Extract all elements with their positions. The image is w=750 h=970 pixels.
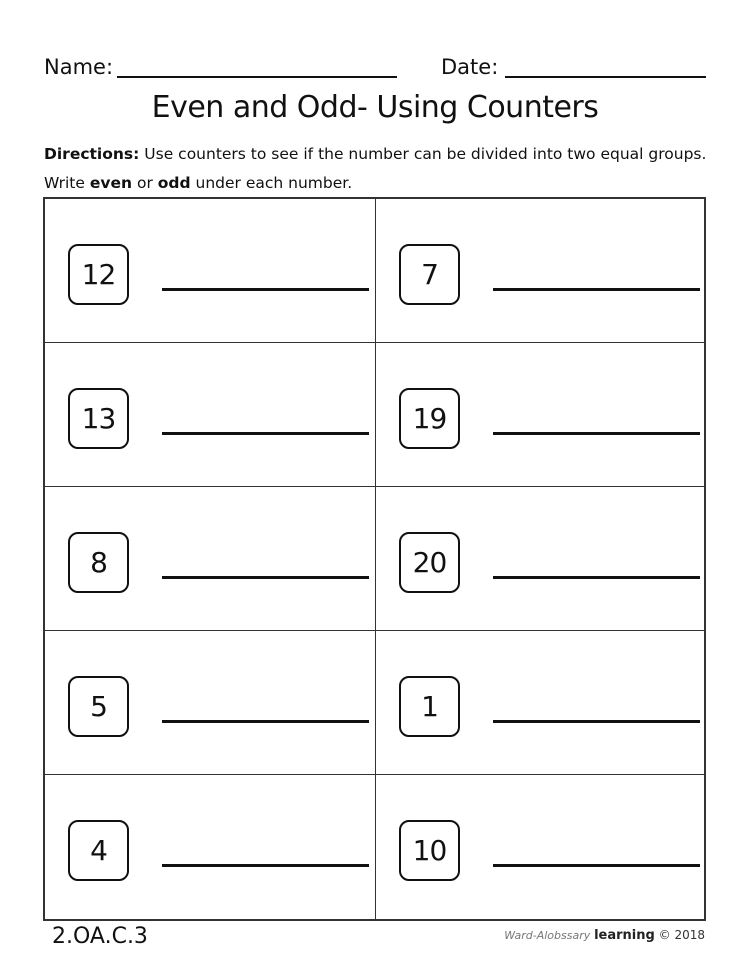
number-box: 13 bbox=[68, 388, 129, 449]
number-box: 19 bbox=[399, 388, 460, 449]
answer-line[interactable] bbox=[162, 864, 369, 867]
problem-grid bbox=[43, 197, 706, 921]
answer-line[interactable] bbox=[493, 288, 700, 291]
problem-cell bbox=[376, 487, 704, 631]
answer-line[interactable] bbox=[162, 720, 369, 723]
number-box: 8 bbox=[68, 532, 129, 593]
credit-script: Ward-Alobssary bbox=[504, 929, 591, 942]
answer-line[interactable] bbox=[493, 720, 700, 723]
number-box: 1 bbox=[399, 676, 460, 737]
date-label: Date: bbox=[441, 55, 499, 79]
answer-line[interactable] bbox=[162, 576, 369, 579]
answer-line[interactable] bbox=[162, 288, 369, 291]
problem-cell bbox=[376, 343, 704, 487]
problem-cell bbox=[376, 199, 704, 343]
standard-code: 2.OA.C.3 bbox=[52, 924, 148, 949]
answer-line[interactable] bbox=[493, 576, 700, 579]
credit-brand: learning bbox=[594, 928, 655, 943]
problem-cell bbox=[45, 199, 376, 343]
date-field[interactable] bbox=[505, 76, 706, 78]
number-box: 10 bbox=[399, 820, 460, 881]
credit-year: © 2018 bbox=[658, 928, 705, 942]
answer-line[interactable] bbox=[493, 432, 700, 435]
number-box: 20 bbox=[399, 532, 460, 593]
problem-cell bbox=[45, 487, 376, 631]
problem-cell bbox=[376, 775, 704, 919]
problem-cell bbox=[45, 775, 376, 919]
number-box: 12 bbox=[68, 244, 129, 305]
answer-line[interactable] bbox=[162, 432, 369, 435]
problem-cell bbox=[45, 343, 376, 487]
number-box: 4 bbox=[68, 820, 129, 881]
directions-label: Directions: bbox=[44, 145, 140, 163]
name-label: Name: bbox=[44, 55, 114, 79]
credit bbox=[504, 928, 705, 943]
number-box: 5 bbox=[68, 676, 129, 737]
problem-cell bbox=[45, 631, 376, 775]
name-field[interactable] bbox=[117, 76, 397, 78]
directions: Directions: Use counters to see if the number can be divided into two equal groups. Write even or odd under each number. bbox=[44, 145, 707, 192]
answer-line[interactable] bbox=[493, 864, 700, 867]
number-box: 7 bbox=[399, 244, 460, 305]
problem-cell bbox=[376, 631, 704, 775]
page-title: Even and Odd- Using Counters bbox=[151, 90, 599, 125]
